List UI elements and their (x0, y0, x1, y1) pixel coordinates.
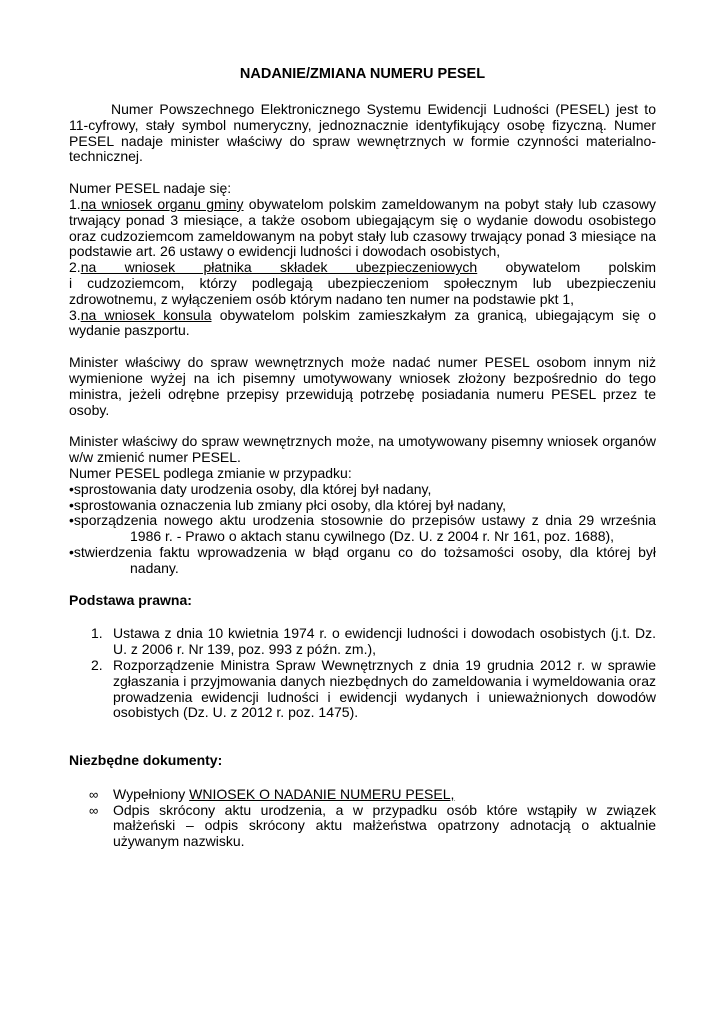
minister-paragraph: Minister właściwy do spraw wewnętrznych może nadać numer PESEL osobom innym niż wymienione wyżej na ich pisemny umotywowany wniosek złożony bezpośrednio do tego ministra, jeżeli odrębne przepisy przewidują potrzebę posiadania numeru PESEL przez te osoby. (69, 354, 656, 418)
assign-item-3: 3.na wniosek konsula obywatelom polskim zamieszkałym za granicą, ubiegającym się o wydanie paszportu. (69, 306, 657, 339)
docs-heading: Niezbędne dokumenty: (69, 752, 223, 769)
legal-item: 2. Rozporządzenie Ministra Spraw Wewnętrznych z dnia 19 grudnia 2012 r. w sprawie zgłaszania i przyjmowania danych niezbędnych do zameldowania i wymeldowania oraz prowadzenia ewidencji ludności i ewidencji wydanych i unieważnionych dowodów osobistych (Dz. U. z 2012 r. poz. 1475). (91, 656, 656, 721)
link-wniosek-platnika[interactable]: na wniosek płatnika składek ubezpieczeniowych (80, 259, 478, 276)
legal-item: 1. Ustawa z dnia 10 kwietnia 1974 r. o ewidencji ludności i dowodach osobistych (j.t. Dz. U. z 2006 r. Nr 139, poz. 993 z późn. zm.), (91, 625, 656, 658)
change-paragraph: Minister właściwy do spraw wewnętrznych może, na umotywowany pisemny wniosek organów w/w zmienić numer PESEL. (69, 433, 656, 466)
change-heading: Numer PESEL podlega zmianie w przypadku: (69, 464, 352, 481)
change-item-3: •sporządzenia nowego aktu urodzenia stosownie do przepisów ustawy z dnia 29 września 1986 r. - Prawo o aktach stanu cywilnego (Dz. U. z 2004 r. Nr 161, poz. 1688), (69, 512, 656, 545)
infinity-bullet-icon: ∞ (89, 786, 99, 802)
infinity-bullet-icon: ∞ (89, 802, 99, 818)
docs-item: ∞ Wypełniony WNIOSEK O NADANIE NUMERU PESEL, (89, 785, 455, 802)
link-wniosek-organu-gminy[interactable]: na wniosek organu gminy (80, 195, 244, 212)
assign-item-1: 1.na wniosek organu gminy obywatelom polskim zameldowanym na pobyt stały lub czasowy trwający ponad 3 miesiące, a także osobom ubiegającym się o wydanie dowodu osobistego oraz cudzoziemcom zameldowanym na pobyt stały lub czasowy trwający ponad 3 miesiące na podstawie art. 26 ustawy o ewidencji ludności i dowodach osobistych, (69, 195, 656, 260)
link-wniosek-o-nadanie[interactable]: WNIOSEK O NADANIE NUMERU PESEL, (189, 785, 455, 802)
page-title: NADANIE/ZMIANA NUMERU PESEL (239, 66, 486, 82)
link-wniosek-konsula[interactable]: na wniosek konsula (80, 306, 212, 323)
intro-paragraph: Numer Powszechnego Elektronicznego Systemu Ewidencji Ludności (PESEL) jest to 11-cyfrowy, stały symbol numeryczny, jednoznacznie identyfikujący osobę fizyczną. Numer PESEL nadaje minister właściwy do spraw wewnętrznych w formie czynności materialno-technicznej. (69, 101, 656, 165)
assign-heading: Numer PESEL nadaje się: (69, 180, 232, 197)
assign-item-2-rest: i cudzoziemcom, którzy podlegają ubezpieczeniom społecznym lub ubezpieczeniu zdrowotnemu, z wyłączeniem osób którym nadano ten numer na podstawie pkt 1, (69, 274, 656, 307)
change-item-1: •sprostowania daty urodzenia osoby, dla której był nadany, (69, 480, 432, 497)
legal-heading: Podstawa prawna: (69, 591, 192, 608)
legal-list (69, 626, 656, 721)
assign-item-2-line1: 2.na wniosek płatnika składek ubezpieczeniowych obywatelom polskim (69, 259, 656, 276)
change-item-4: •stwierdzenia faktu wprowadzenia w błąd organu co do tożsamości osoby, dla której był nadany. (69, 543, 656, 576)
change-item-2: •sprostowania oznaczenia lub zmiany płci osoby, dla której był nadany, (69, 496, 507, 513)
docs-item: ∞ Odpis skrócony aktu urodzenia, a w przypadku osób które wstąpiły w związek małżeński – odpis skrócony aktu małżeństwa opatrzony adnotacją o aktualnie używanym nazwisku. (89, 801, 656, 850)
docs-list (69, 787, 656, 850)
